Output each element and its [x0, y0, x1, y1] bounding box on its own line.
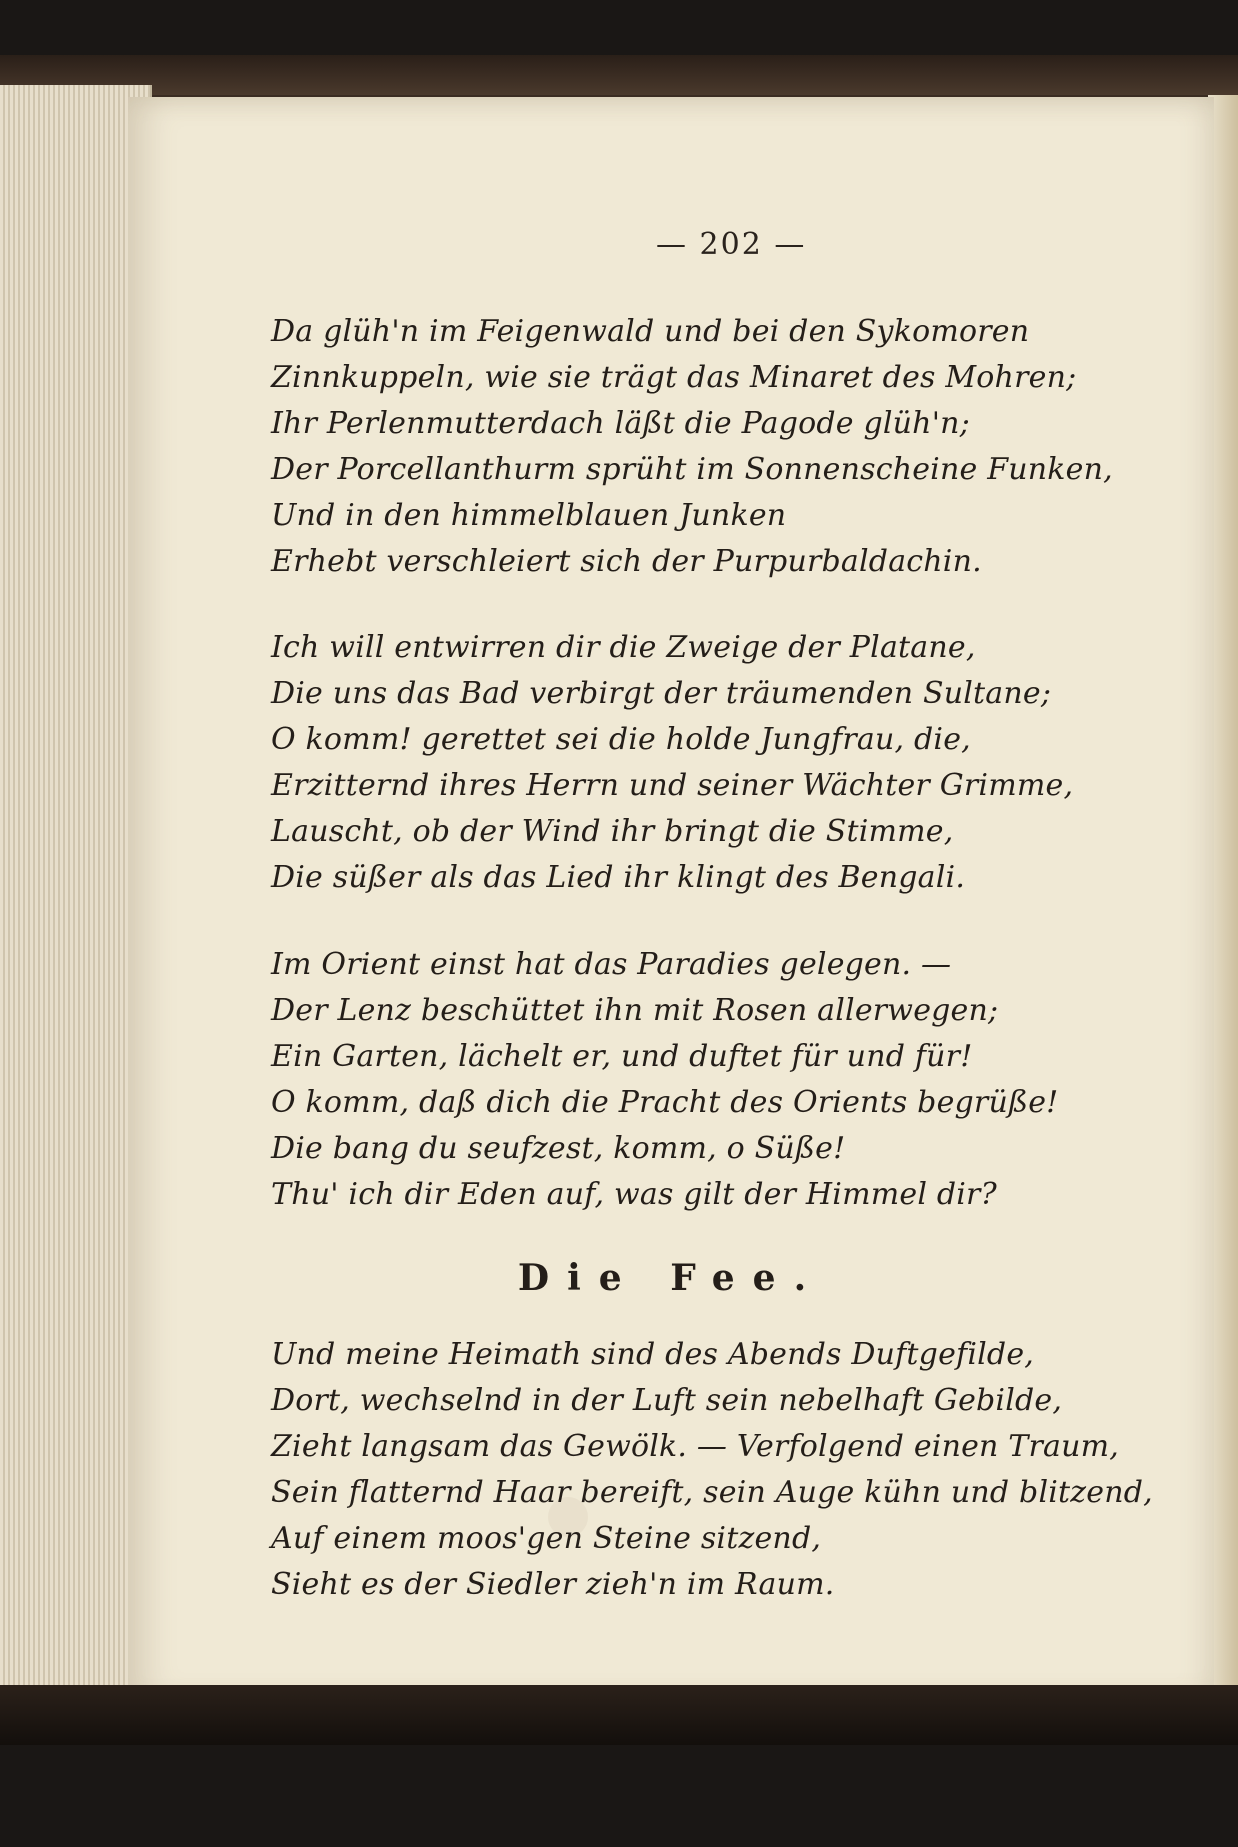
verse-line: Erzitternd ihres Herrn und seiner Wächter Grimme, — [271, 768, 1074, 803]
verse-line: Der Lenz beschüttet ihn mit Rosen allerwegen; — [271, 993, 999, 1028]
verse-line: Ein Garten, lächelt er, und duftet für und für! — [271, 1039, 973, 1074]
book-page — [128, 97, 1214, 1702]
verse-line: Ich will entwirren dir die Zweige der Platane, — [271, 630, 976, 665]
verse-line: Ihr Perlenmutterdach läßt die Pagode glüh'n; — [271, 406, 970, 441]
book-cover-top — [0, 55, 1238, 95]
verse-line: Lauscht, ob der Wind ihr bringt die Stimme, — [271, 814, 954, 849]
verse-line: Erhebt verschleiert sich der Purpurbaldachin. — [271, 544, 982, 579]
book-cover-bottom — [0, 1685, 1238, 1745]
stanza-1 — [271, 309, 1211, 585]
verse-line: Zieht langsam das Gewölk. — Verfolgend einen Traum, — [271, 1429, 1120, 1464]
book — [0, 55, 1238, 1745]
page-number: — 202 — — [656, 227, 807, 262]
verse-line: Auf einem moos'gen Steine sitzend, — [271, 1521, 822, 1556]
verse-line: Im Orient einst hat das Paradies gelegen. — — [271, 947, 952, 982]
verse-line: O komm, daß dich die Pracht des Orients begrüße! — [271, 1085, 1059, 1120]
section-title: Die Fee. — [517, 1257, 825, 1299]
verse-line: Da glüh'n im Feigenwald und bei den Sykomoren — [271, 314, 1030, 349]
verse-line: Zinnkuppeln, wie sie trägt das Minaret des Mohren; — [271, 360, 1077, 395]
verse-line: Sieht es der Siedler zieh'n im Raum. — [271, 1567, 835, 1602]
verse-line: Die süßer als das Lied ihr klingt des Bengali. — [271, 860, 966, 895]
verse-line: Und in den himmelblauen Junken — [271, 498, 787, 533]
stanza-2 — [271, 625, 1211, 901]
verse-line: Thu' ich dir Eden auf, was gilt der Himmel dir? — [271, 1177, 997, 1212]
verse-line: Und meine Heimath sind des Abends Duftgefilde, — [271, 1337, 1035, 1372]
verse-line: Dort, wechselnd in der Luft sein nebelhaft Gebilde, — [271, 1383, 1063, 1418]
verse-line: Sein flatternd Haar bereift, sein Auge kühn und blitzend, — [271, 1475, 1153, 1510]
stanza-3 — [271, 942, 1211, 1218]
verse-line: Die uns das Bad verbirgt der träumenden Sultane; — [271, 676, 1052, 711]
verse-line: Der Porcellanthurm sprüht im Sonnenscheine Funken, — [271, 452, 1113, 487]
stanza-fee — [271, 1332, 1211, 1608]
verse-line: Die bang du seufzest, komm, o Süße! — [271, 1131, 846, 1166]
verse-line: O komm! gerettet sei die holde Jungfrau, die, — [271, 722, 971, 757]
